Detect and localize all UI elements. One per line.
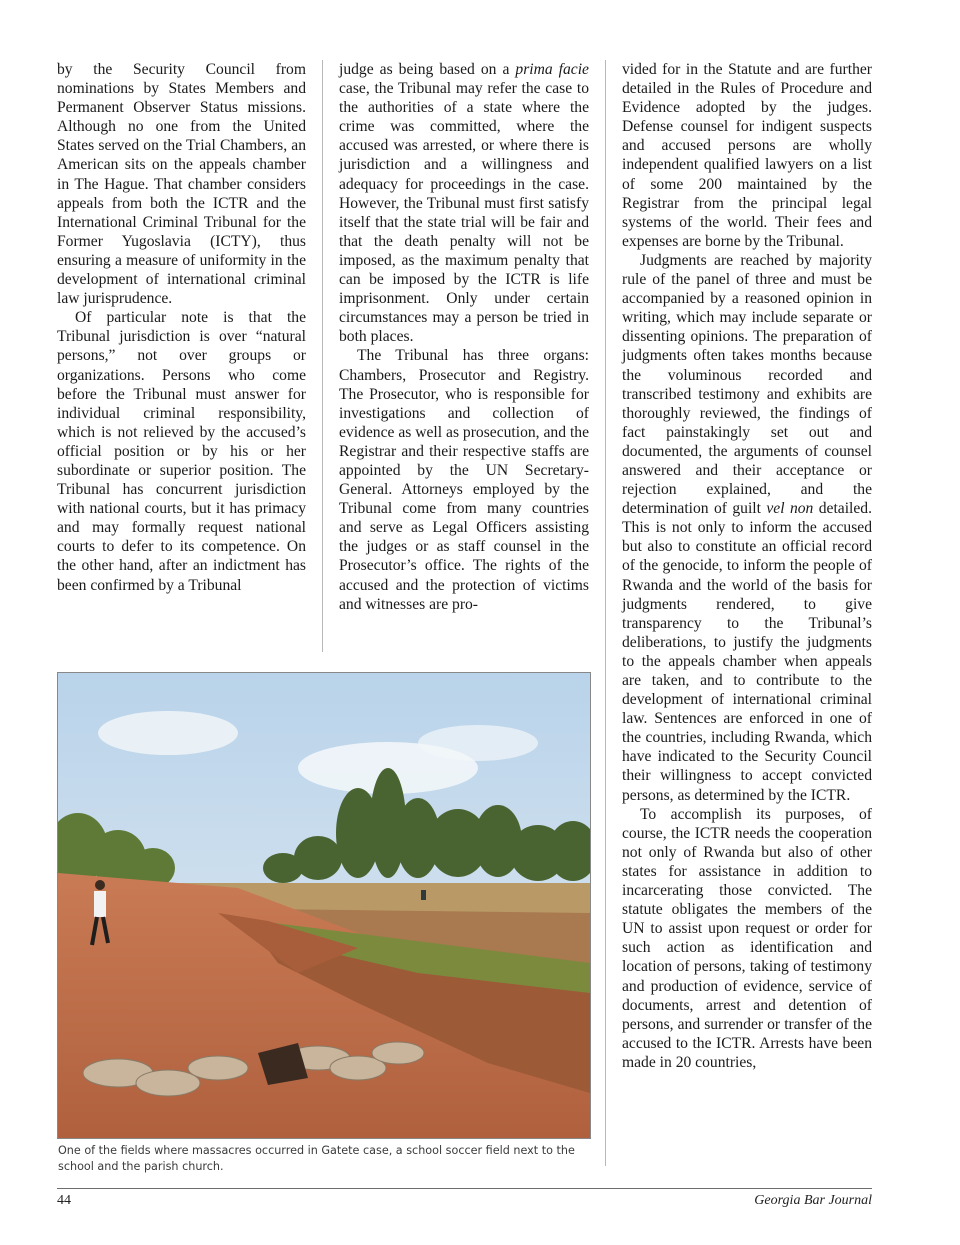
footer-divider	[57, 1188, 872, 1189]
text-run: case, the Tribunal may refer the case to the authorities of a state where the crime was committed, where the accused was arrested, or where there is jurisdiction and a willingness and adequacy for proceedings in the case. However, the Tribunal must first satisfy itself that the state trial will be fair and that the death penalty will not be imposed, as the maximum penalty that can be imposed by the ICTR is life imprisonment. Only under certain circumstances may a person be tried in both places.	[339, 80, 589, 346]
article-column-3	[622, 60, 872, 1072]
paragraph	[622, 251, 872, 805]
text-run: Judgments are reached by majority rule of the panel of three and must be accompanied by a reasoned opinion in writing, which may include separate or dissenting opinions. The preparation of judgments often takes months because the voluminous recorded and transcribed testimony and exhibits are thoroughly reviewed, the findings of fact painstakingly set out and documented, the arguments of counsel answered and their acceptance or rejection explained, and the determination of guilt	[622, 251, 872, 518]
field-photo-illustration	[58, 673, 590, 1138]
paragraph: To accomplish its purposes, of course, the ICTR needs the cooperation not only of Rwanda but also of other states for assistance in addition to incarcerating those convicted. The statute obligates the members of the UN to assist upon request or order for such action as identification and location of persons, taking of testimony and production of evidence, service of documents, arrest and detention of persons, and surrender or transfer of the accused to the ICTR. Arrests have been made in 20 countries,	[622, 805, 872, 1071]
paragraph: Of particular note is that the Tribunal jurisdiction is over “natural persons,” not over groups or organizations. Persons who come before the Tribunal must answer for individual criminal responsibility, which is not relieved by the accused’s official position or by his or her subordinate or superior position. The Tribunal has concurrent jurisdiction with national courts, but it has primacy and may formally request national courts to defer to its competence. On the other hand, after an indictment has been confirmed by a Tribunal	[57, 309, 306, 594]
article-column-2	[339, 60, 589, 614]
italic-term: vel non	[766, 500, 814, 518]
column-divider	[322, 60, 323, 652]
italic-term: prima facie	[515, 61, 589, 78]
journal-name: Georgia Bar Journal	[754, 1193, 872, 1208]
page-number: 44	[57, 1193, 71, 1208]
paragraph: by the Security Council from nominations by States Members and Permanent Observer Status missions. Although no one from the United States served on the Trial Chambers, an American sits on the appeals chamber in The Hague. That chamber considers appeals from both the ICTR and the International Criminal Tribunal for the Former Yugoslavia (ICTY), thus ensuring a measure of uniformity in the development of international criminal law jurisprudence.	[57, 61, 306, 308]
text-run: detailed. This is not only to inform the accused but also to constitute an official record of the genocide, to inform the people of Rwanda and the world of the basis for judgments rendered, to give transparency to the Tribunal’s deliberations, to justify the judgments to the appeals chamber when appeals are taken, and to contribute to the development of international criminal law. Sentences are enforced in one of the countries, including Rwanda, which have indicated to the Security Council their willingness to accept convicted persons, as determined by the ICTR.	[622, 500, 872, 804]
text-run: judge as being based on a	[339, 61, 516, 78]
field-photo	[57, 672, 591, 1139]
paragraph: The Tribunal has three organs: Chambers, Prosecutor and Registry. The Prosecutor, who is responsible for investigations and collection of evidence as well as prosecution, and the Registrar and their respective staffs are appointed by the UN Secretary-General. Attorneys employed by the Tribunal come from many countries and serve as Legal Officers assisting the judges or as staff counsel in the Prosecutor’s office. The rights of the accused and the protection of victims and witnesses are pro-	[339, 347, 589, 613]
paragraph	[339, 60, 589, 346]
article-column-1	[57, 60, 306, 595]
paragraph: vided for in the Statute and are further detailed in the Rules of Procedure and Evidence adopted by the judges. Defense counsel for indigent suspects and accused persons are wholly independent qualified lawyers on a list of some 200 maintained by the Registrar from the principal legal systems of the world. Their fees and expenses are borne by the Tribunal.	[622, 61, 872, 250]
column-divider	[605, 60, 606, 1166]
photo-caption: One of the fields where massacres occurred in Gatete case, a school soccer field next to the school and the parish church.	[58, 1144, 575, 1173]
